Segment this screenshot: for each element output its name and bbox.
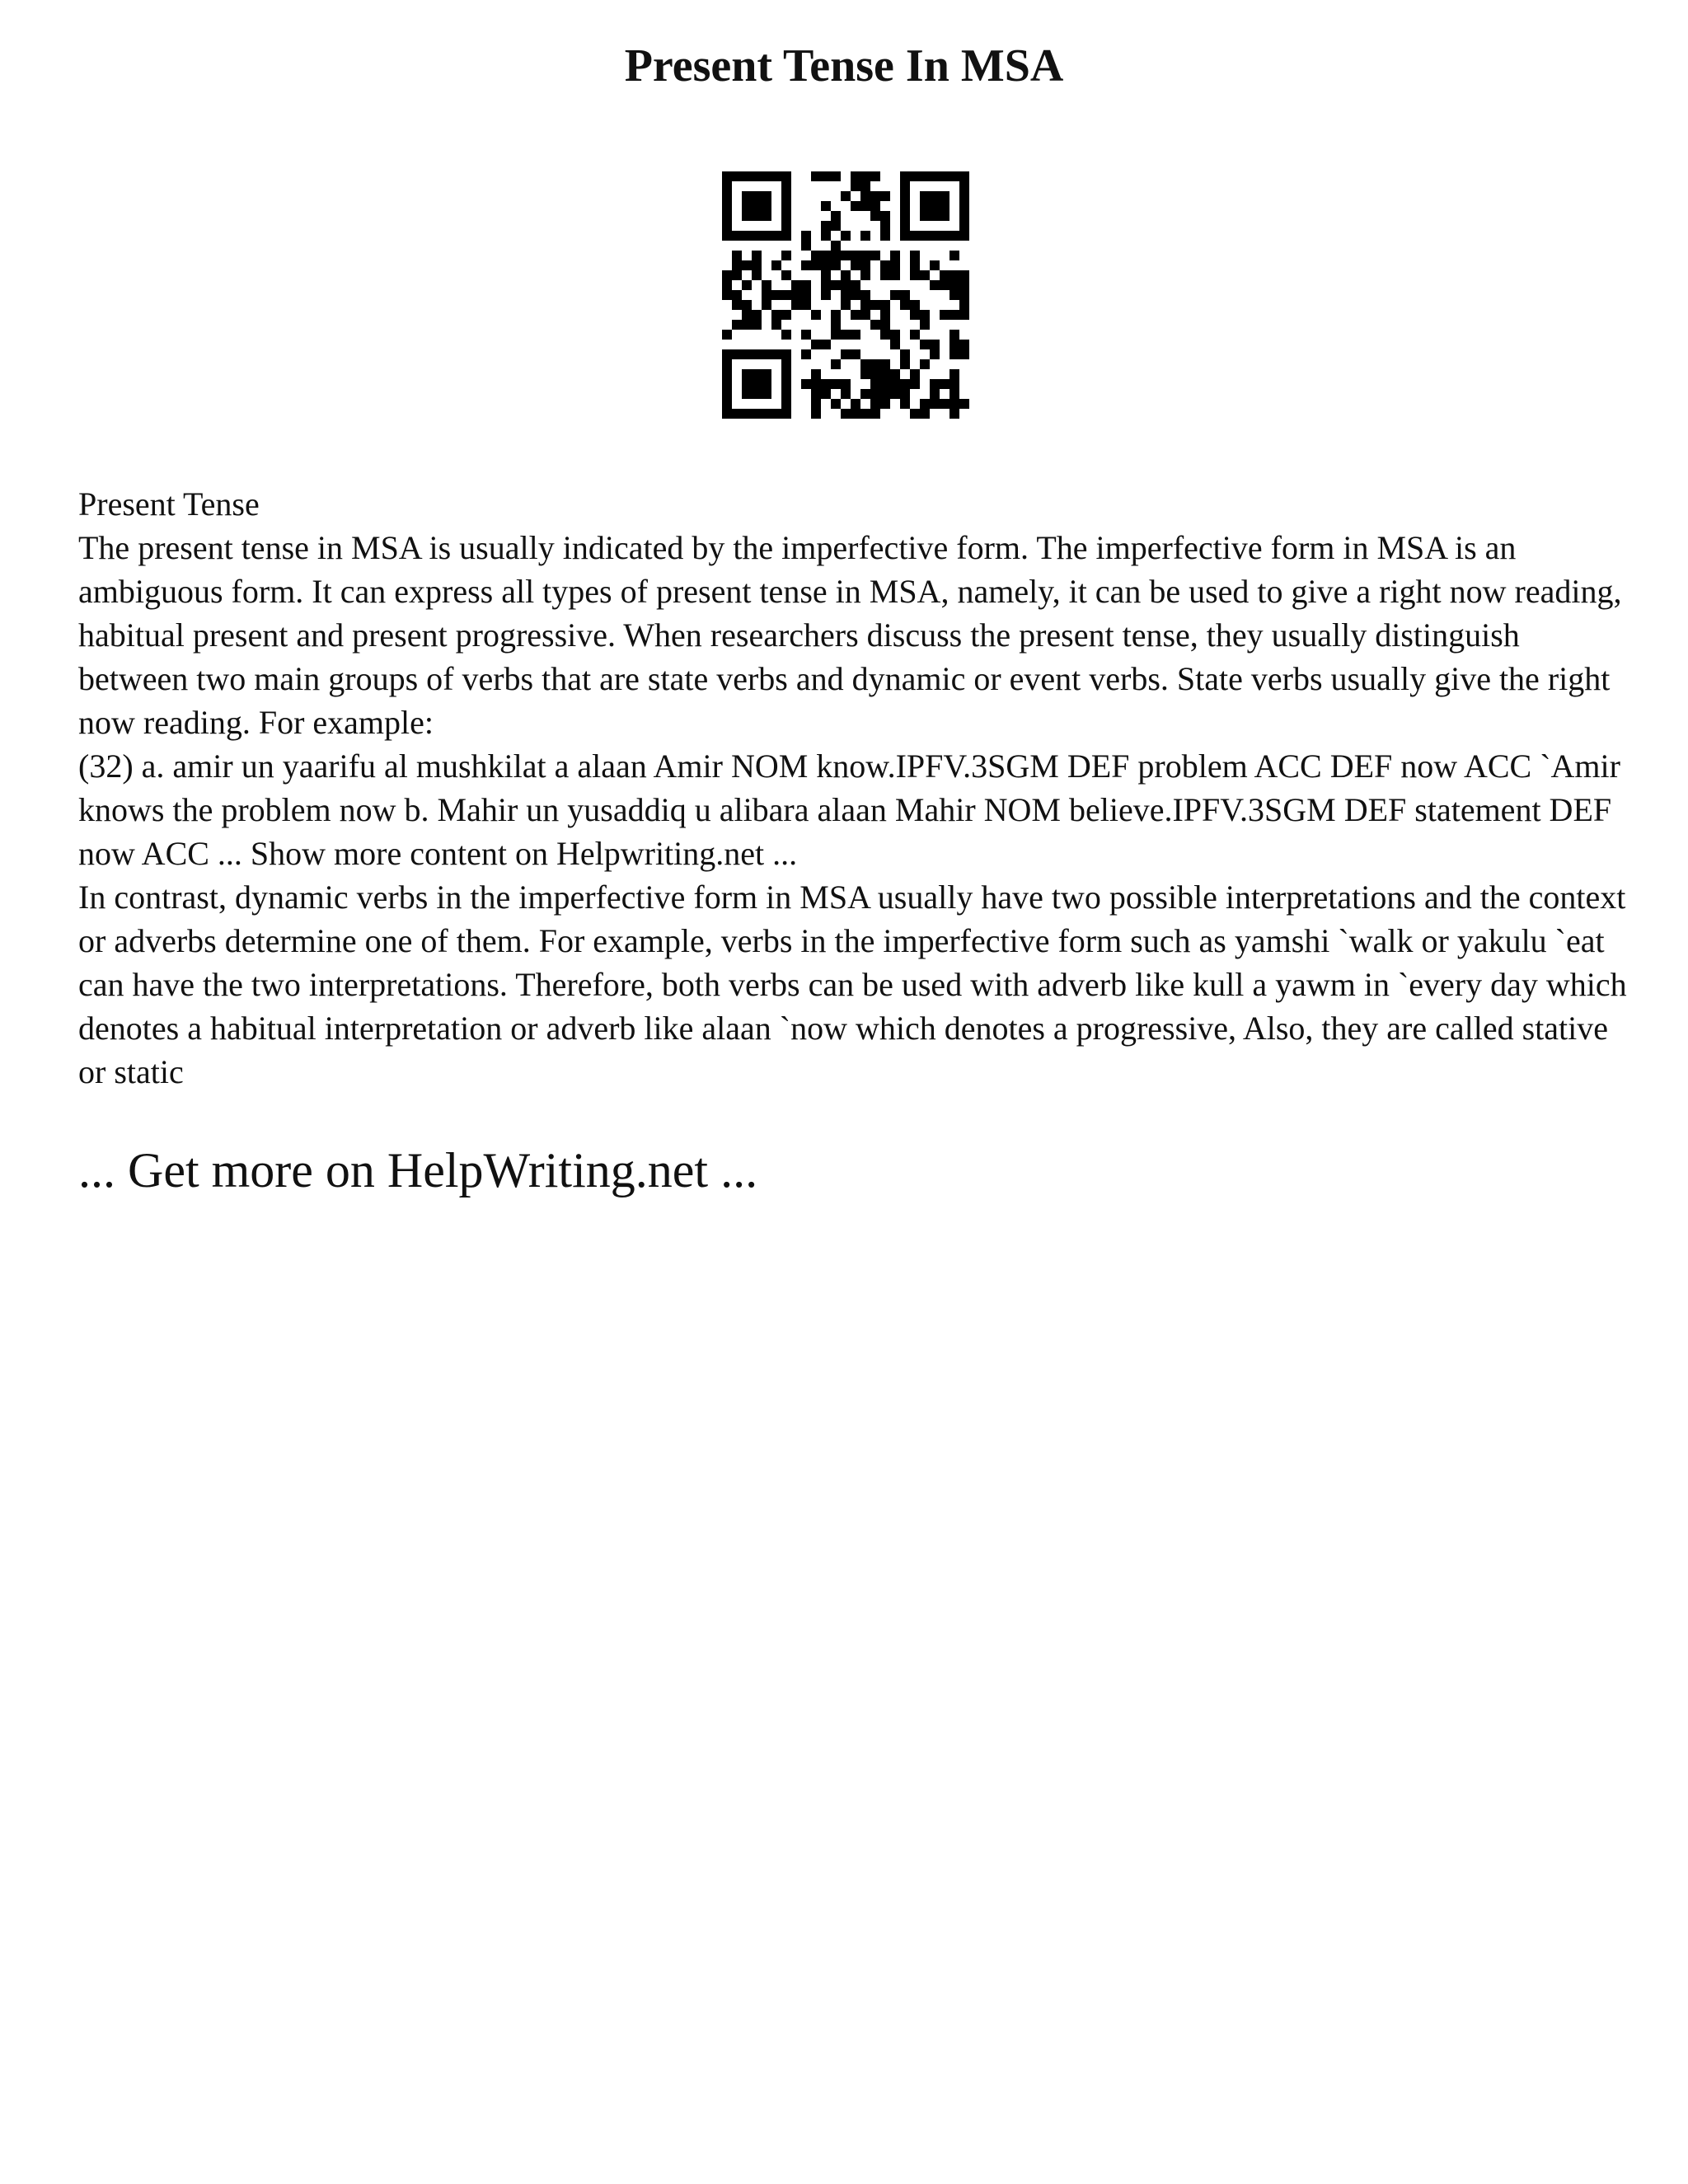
qr-module (860, 191, 870, 201)
qr-module (851, 399, 860, 409)
qr-module (841, 389, 851, 399)
qr-module (880, 320, 890, 330)
qr-module (831, 310, 841, 320)
qr-module (950, 399, 959, 409)
qr-module (771, 290, 781, 300)
qr-module (890, 290, 900, 300)
qr-module (900, 349, 910, 359)
qr-module (880, 270, 890, 280)
qr-module (791, 280, 801, 290)
qr-module (950, 270, 959, 280)
qr-module (821, 171, 831, 181)
qr-module (930, 389, 940, 399)
qr-module (841, 330, 851, 340)
qr-module (821, 280, 831, 290)
qr-module (950, 290, 959, 300)
qr-module (851, 349, 860, 359)
qr-module (920, 320, 930, 330)
qr-module (831, 330, 841, 340)
paragraph-intro: The present tense in MSA is usually indicated by the imperfective form. The imperfective form in MSA is an ambiguous form. It can express all types of present tense in MSA, namely, it can be used to give a right now reading, habitual present and present progressive. When researchers discuss the present tense, they usually distinguish between two main groups of verbs that are state verbs and dynamic or event verbs. State verbs usually give the right now reading. For example: (78, 529, 1622, 741)
qr-module (940, 379, 950, 389)
qr-module (811, 260, 821, 270)
qr-module (860, 369, 870, 379)
qr-module (821, 201, 831, 211)
qr-module (851, 251, 860, 260)
qr-module (752, 270, 762, 280)
qr-module (831, 260, 841, 270)
qr-module (900, 379, 910, 389)
qr-module (831, 251, 841, 260)
qr-module (851, 181, 860, 191)
qr-module (890, 270, 900, 280)
qr-module (870, 191, 880, 201)
qr-module (791, 300, 801, 310)
section-heading: Present Tense (78, 485, 260, 523)
qr-module (880, 221, 890, 231)
qr-module (900, 389, 910, 399)
qr-module (781, 251, 791, 260)
qr-module (950, 340, 959, 349)
qr-module (771, 320, 781, 330)
qr-module (801, 290, 811, 300)
qr-module (930, 379, 940, 389)
qr-module (831, 359, 841, 369)
qr-module (771, 260, 781, 270)
qr-module (742, 280, 752, 290)
qr-module (841, 251, 851, 260)
qr-module (841, 290, 851, 300)
qr-module (910, 379, 920, 389)
qr-module (821, 290, 831, 300)
qr-module (860, 310, 870, 320)
qr-module (811, 409, 821, 419)
qr-module (959, 280, 969, 290)
qr-module (870, 389, 880, 399)
qr-module (870, 369, 880, 379)
qr-module (950, 379, 959, 389)
qr-module (831, 399, 841, 409)
qr-module (930, 280, 940, 290)
qr-module (781, 310, 791, 320)
qr-module (959, 290, 969, 300)
qr-module (831, 241, 841, 251)
qr-module (880, 359, 890, 369)
qr-module (870, 320, 880, 330)
qr-module (781, 270, 791, 280)
qr-module (880, 379, 890, 389)
qr-module (811, 310, 821, 320)
qr-module (890, 389, 900, 399)
qr-module (940, 310, 950, 320)
qr-module (841, 409, 851, 419)
qr-module (880, 369, 890, 379)
qr-module (950, 280, 959, 290)
qr-module (920, 359, 930, 369)
qr-module (910, 300, 920, 310)
qr-module (910, 330, 920, 340)
qr-module (900, 290, 910, 300)
qr-module (940, 280, 950, 290)
qr-module (890, 330, 900, 340)
qr-module (821, 379, 831, 389)
qr-module (930, 399, 940, 409)
qr-module (910, 409, 920, 419)
qr-module (722, 280, 732, 290)
qr-module (851, 171, 860, 181)
qr-module (811, 251, 821, 260)
qr-finder-bottom-left (722, 349, 791, 419)
qr-module (841, 349, 851, 359)
qr-module (860, 359, 870, 369)
qr-module (811, 340, 821, 349)
qr-module (870, 359, 880, 369)
qr-module (900, 399, 910, 409)
qr-module (821, 221, 831, 231)
qr-module (851, 409, 860, 419)
qr-module (890, 340, 900, 349)
qr-module (880, 330, 890, 340)
qr-module (722, 290, 732, 300)
qr-module (940, 399, 950, 409)
qr-module (732, 300, 742, 310)
qr-module (870, 171, 880, 181)
qr-module (910, 260, 920, 270)
qr-module (959, 270, 969, 280)
qr-module (752, 320, 762, 330)
qr-module (771, 310, 781, 320)
paragraph-example: (32) a. amir un yaarifu al mushkilat a alaan Amir NOM know.IPFV.3SGM DEF problem ACC DEF now ACC `Amir knows the problem now b. Mahir un yusaddiq u alibara alaan Mahir NOM believe.IPFV.3SGM DEF statement DEF now ACC ... Show more content on Helpwriting.net ... (78, 748, 1620, 872)
qr-module (811, 389, 821, 399)
qr-module (722, 270, 732, 280)
qr-module (920, 310, 930, 320)
qr-module (801, 330, 811, 340)
qr-module (900, 359, 910, 369)
qr-module (851, 280, 860, 290)
qr-module (890, 379, 900, 389)
qr-module (860, 201, 870, 211)
qr-module (762, 280, 771, 290)
qr-module (910, 369, 920, 379)
qr-module (732, 260, 742, 270)
qr-module (801, 260, 811, 270)
qr-module (801, 241, 811, 251)
qr-module (950, 389, 959, 399)
qr-module (870, 211, 880, 221)
qr-module (831, 221, 841, 231)
qr-module (851, 260, 860, 270)
qr-module (950, 251, 959, 260)
qr-module (722, 330, 732, 340)
qr-module (930, 260, 940, 270)
qr-module (831, 379, 841, 389)
qr-module (920, 409, 930, 419)
qr-module (900, 300, 910, 310)
qr-module (930, 349, 940, 359)
qr-module (860, 300, 870, 310)
qr-module (831, 320, 841, 330)
qr-module (821, 251, 831, 260)
qr-module (801, 349, 811, 359)
qr-module (880, 211, 890, 221)
qr-module (870, 399, 880, 409)
qr-module (781, 290, 791, 300)
qr-module (959, 349, 969, 359)
qr-module (762, 300, 771, 310)
qr-module (880, 260, 890, 270)
qr-module (851, 201, 860, 211)
qr-module (950, 409, 959, 419)
qr-module (821, 389, 831, 399)
qr-module (920, 340, 930, 349)
qr-module (890, 369, 900, 379)
qr-module (732, 251, 742, 260)
qr-module (821, 260, 831, 270)
qr-module (851, 310, 860, 320)
qr-module (841, 379, 851, 389)
qr-module (821, 231, 831, 241)
qr-module (959, 399, 969, 409)
qr-module (781, 330, 791, 340)
qr-module (880, 389, 890, 399)
qr-module (831, 211, 841, 221)
qr-module (811, 379, 821, 389)
qr-module (752, 251, 762, 260)
qr-module (742, 320, 752, 330)
qr-finder-top-right (900, 171, 969, 241)
qr-module (801, 379, 811, 389)
qr-module (870, 251, 880, 260)
qr-module (831, 171, 841, 181)
qr-module (801, 300, 811, 310)
qr-module (860, 231, 870, 241)
qr-module (880, 231, 890, 241)
qr-module (910, 270, 920, 280)
qr-module (752, 310, 762, 320)
qr-module (860, 389, 870, 399)
qr-module (821, 270, 831, 280)
qr-module (910, 251, 920, 260)
qr-module (791, 290, 801, 300)
qr-module (880, 399, 890, 409)
qr-module (752, 260, 762, 270)
qr-module (950, 330, 959, 340)
qr-module (890, 260, 900, 270)
qr-module (762, 290, 771, 300)
qr-module (742, 260, 752, 270)
qr-module (841, 280, 851, 290)
qr-module (870, 409, 880, 419)
qr-module (860, 181, 870, 191)
qr-module (860, 409, 870, 419)
qr-module (880, 300, 890, 310)
qr-module (811, 369, 821, 379)
qr-module (732, 270, 742, 280)
qr-module (851, 330, 860, 340)
qr-module (831, 280, 841, 290)
qr-module (950, 369, 959, 379)
qr-module (742, 310, 752, 320)
qr-module (732, 290, 742, 300)
qr-module (860, 270, 870, 280)
qr-module (811, 399, 821, 409)
qr-module (880, 310, 890, 320)
qr-module (920, 270, 930, 280)
qr-module (841, 191, 851, 201)
qr-module (860, 290, 870, 300)
article-body (78, 482, 1628, 1094)
qr-module (959, 310, 969, 320)
qr-module (910, 310, 920, 320)
page-title: Present Tense In MSA (624, 40, 1064, 91)
qr-module (732, 320, 742, 330)
qr-module (851, 290, 860, 300)
qr-module (940, 270, 950, 280)
qr-module (950, 349, 959, 359)
qr-module (890, 251, 900, 260)
qr-module (841, 300, 851, 310)
qr-module (841, 231, 851, 241)
qr-module (860, 260, 870, 270)
qr-module (870, 201, 880, 211)
qr-module (870, 300, 880, 310)
qr-module (950, 310, 959, 320)
qr-module (920, 399, 930, 409)
qr-module (841, 270, 851, 280)
qr-module (870, 379, 880, 389)
qr-module (959, 300, 969, 310)
qr-module (742, 300, 752, 310)
qr-code-icon (722, 171, 969, 419)
qr-module (930, 340, 940, 349)
qr-module (801, 280, 811, 290)
qr-module (821, 340, 831, 349)
qr-module (860, 251, 870, 260)
qr-module (880, 191, 890, 201)
qr-finder-top-left (722, 171, 791, 241)
get-more-link[interactable]: ... Get more on HelpWriting.net ... (78, 1143, 758, 1197)
qr-module (860, 171, 870, 181)
paragraph-contrast: In contrast, dynamic verbs in the imperfective form in MSA usually have two possible interpretations and the context or adverbs determine one of them. For example, verbs in the imperfective form such as yamshi `walk or yakulu `eat can have the two interpretations. Therefore, both verbs can be used with adverb like kull a yawm in `every day which denotes a habitual interpretation or adverb like alaan `now which denotes a progressive, Also, they are called stative or static (78, 879, 1627, 1090)
qr-module (801, 231, 811, 241)
qr-module (811, 171, 821, 181)
qr-module (959, 340, 969, 349)
